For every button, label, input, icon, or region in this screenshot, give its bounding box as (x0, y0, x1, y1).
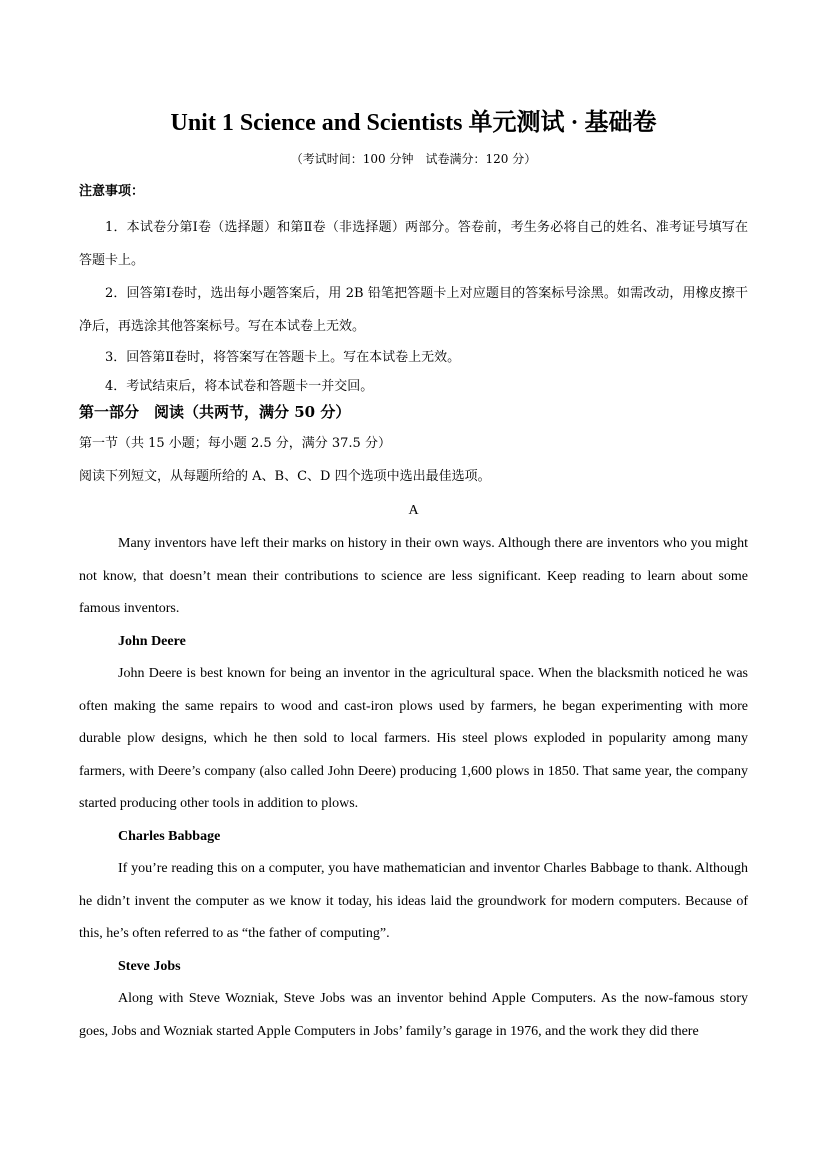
inventor-paragraph: Along with Steve Wozniak, Steve Jobs was an inventor behind Apple Computers. As the now-famous story goes, Jobs and Wozniak started Apple Computers in Jobs’ family’s garage in 1976, and the work they did there (79, 991, 748, 1039)
document-title: Unit 1 Science and Scientists 单元测试 · 基础卷 (170, 110, 657, 136)
instruction-text: 阅读下列短文，从每题所给的 A、B、C、D 四个选项中选出最佳选项。 (79, 469, 491, 484)
inventor-paragraph: John Deere is best known for being an inventor in the agricultural space. When the blacksmith noticed he was often making the same repairs to wood and cast-iron plows used by farmers, he began experimenting with more durable plow designs, which he then sold to local farmers. His steel plows exploded in popularity among many farmers, with Deere’s company (also called John Deere) producing 1,600 plows in 1850. That same year, the company started producing other tools in addition to plows. (79, 666, 748, 811)
notes-heading: 注意事项： (79, 184, 145, 199)
inventor-paragraph: If you’re reading this on a computer, you have mathematician and inventor Charles Babbage to thank. Although he didn’t invent the computer as we know it today, his ideas laid the groundwork for modern computers. Because of this, he’s often referred to as “the father of computing”. (79, 861, 748, 941)
notes-list (79, 211, 748, 401)
note-item: 2．回答第Ⅰ卷时，选出每小题答案后，用 2B 铅笔把答题卡上对应题目的答案标号涂黑。如需改动，用橡皮擦干净后，再选涂其他答案标号。写在本试卷上无效。 (79, 286, 748, 334)
exam-info: （考试时间：100 分钟 试卷满分：120 分） (290, 152, 537, 166)
passage-intro: Many inventors have left their marks on history in their own ways. Although there are inventors who you might not know, that doesn’t mean their contributions to science are less significant. Keep reading to learn about some famous inventors. (79, 536, 748, 616)
section-title: 第一部分 阅读（共两节，满分 50 分） (79, 403, 351, 421)
note-item: 3．回答第Ⅱ卷时，将答案写在答题卡上。写在本试卷上无效。 (105, 350, 461, 365)
inventor-heading: Steve Jobs (118, 958, 181, 974)
reading-passage (79, 528, 748, 1048)
passage-letter: A (408, 503, 419, 518)
note-item: 1．本试卷分第Ⅰ卷（选择题）和第Ⅱ卷（非选择题）两部分。答卷前，考生务必将自己的姓名、准考证号填写在答题卡上。 (79, 220, 748, 268)
inventor-heading: Charles Babbage (118, 828, 221, 844)
note-item: 4．考试结束后，将本试卷和答题卡一并交回。 (105, 379, 374, 394)
subsection-title: 第一节（共 15 小题；每小题 2.5 分，满分 37.5 分） (79, 436, 391, 451)
inventor-heading: John Deere (118, 633, 186, 649)
